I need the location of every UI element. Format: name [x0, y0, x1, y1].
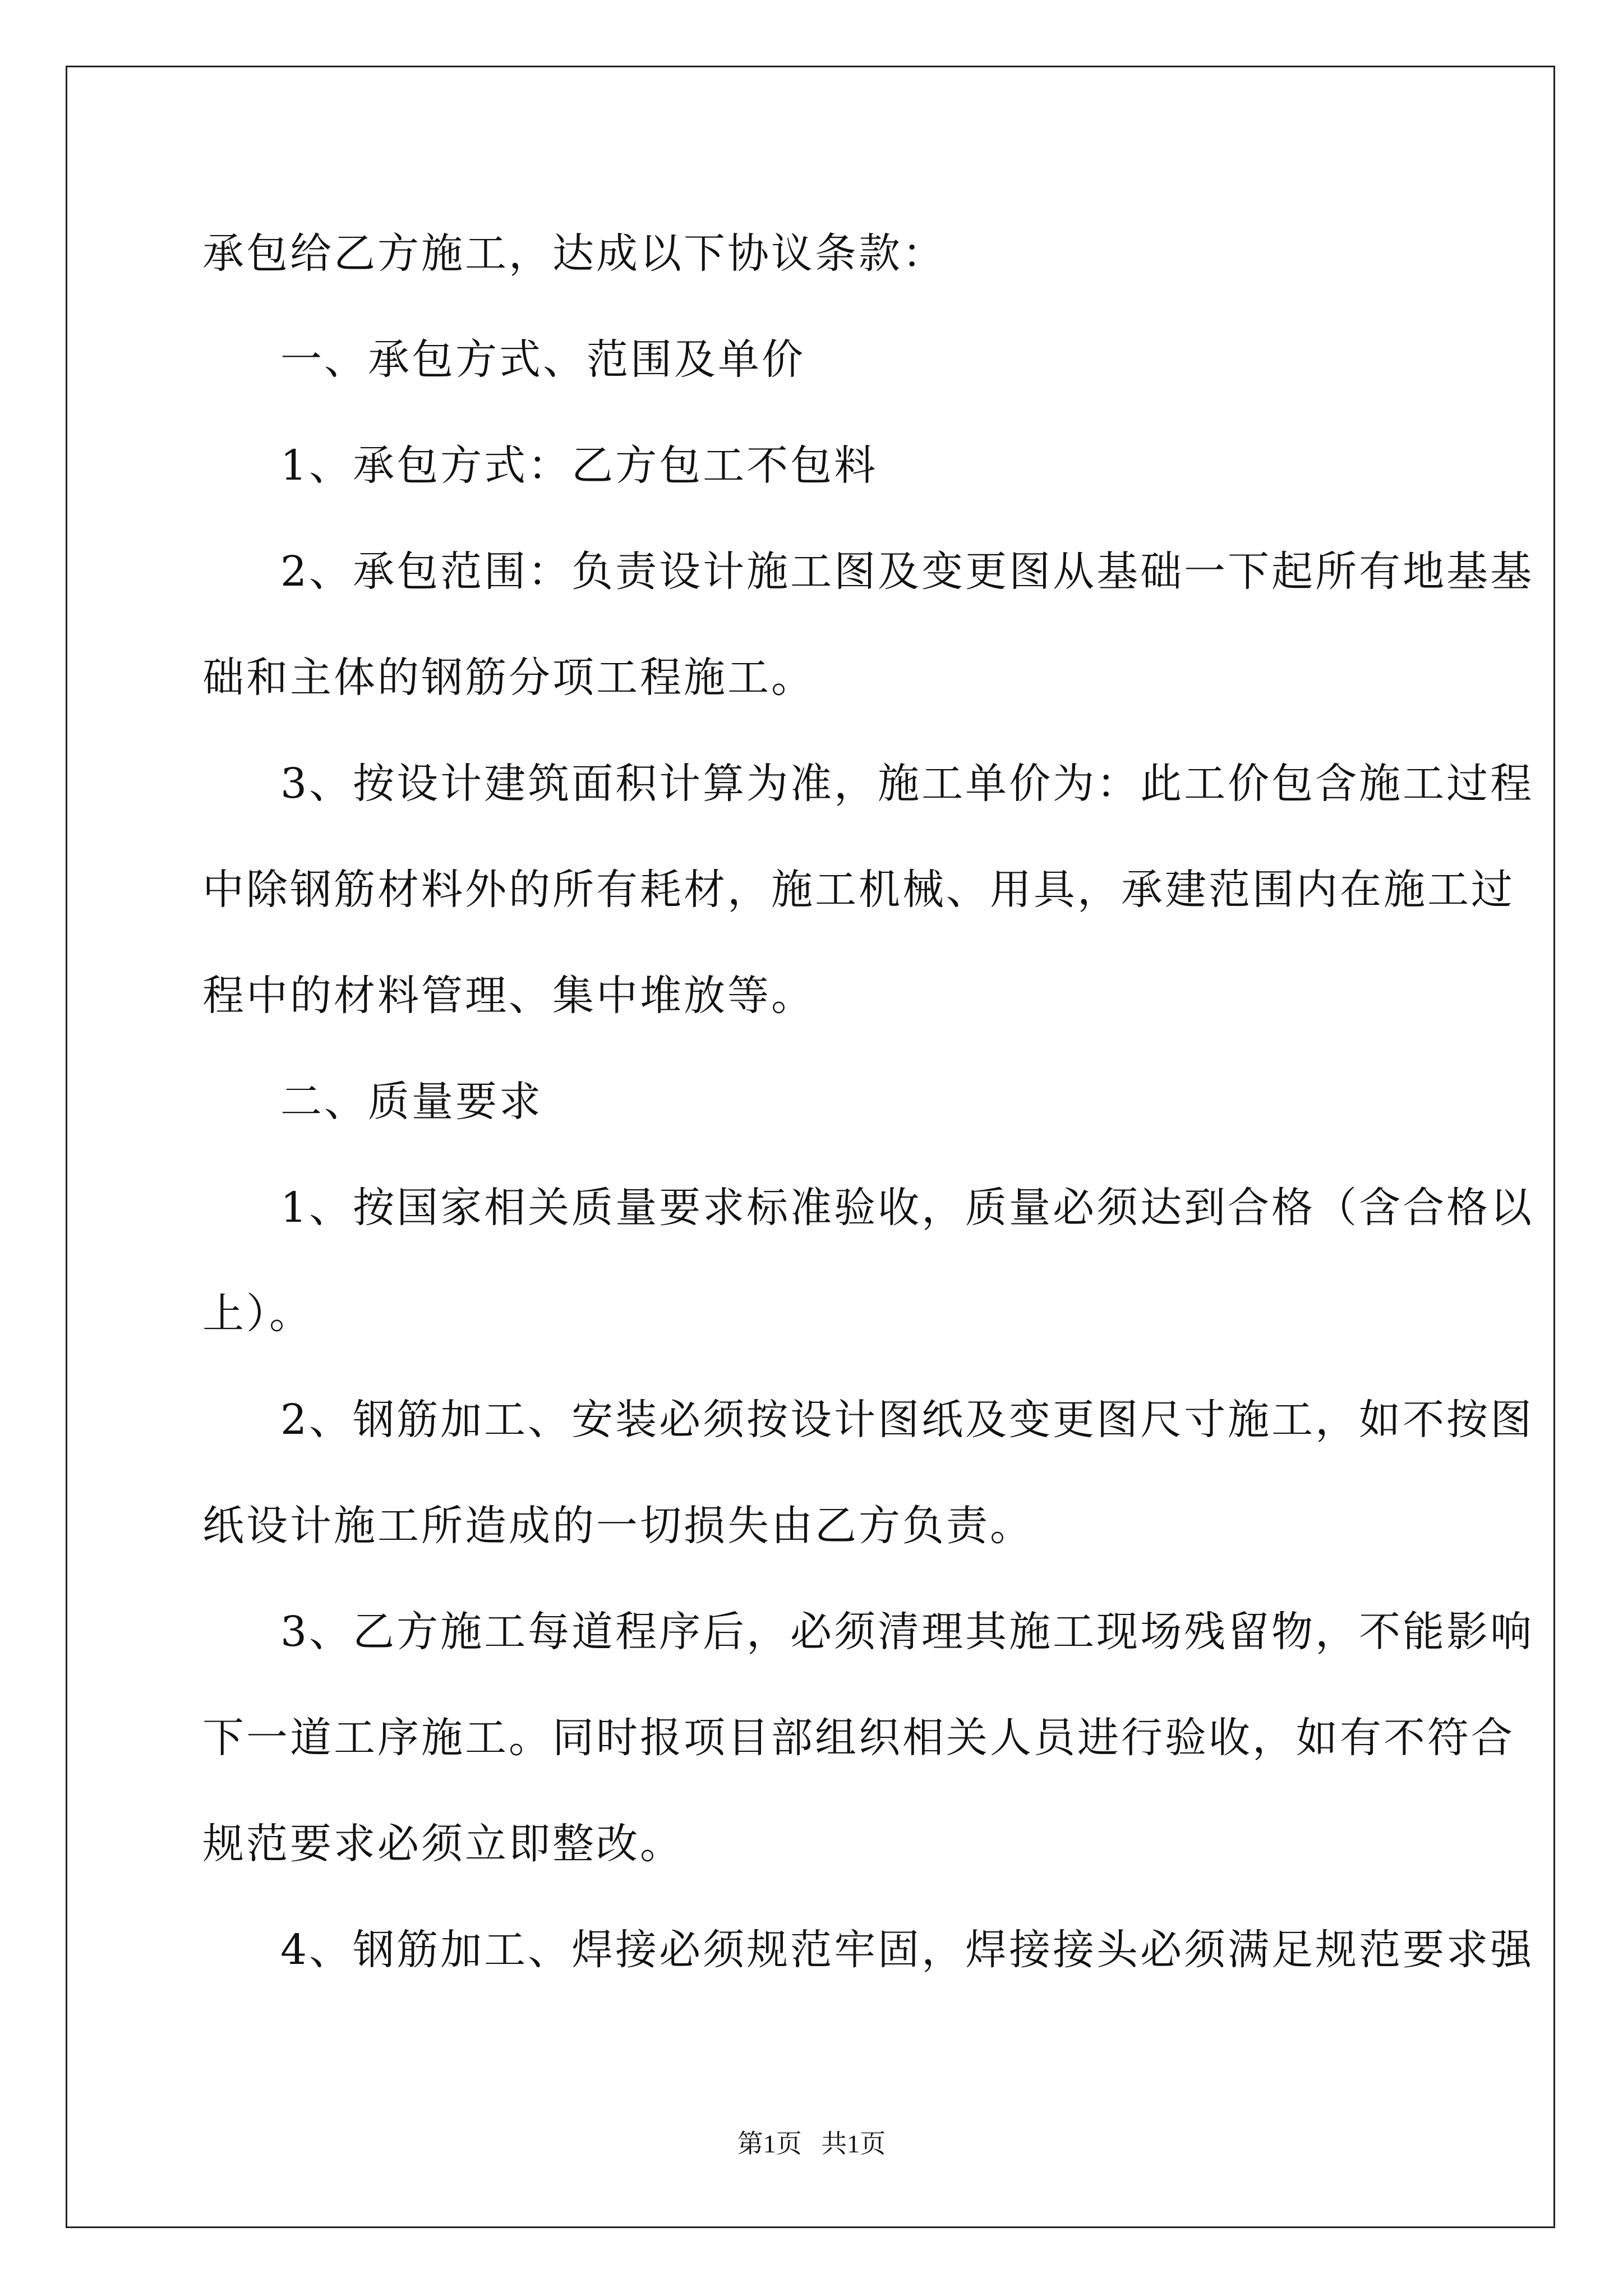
text-line: 纸设计施工所造成的一切损失由乙方负责。: [202, 1502, 1034, 1550]
page-border: [66, 66, 1555, 2228]
text-line: 2、承包范围：负责设计施工图及变更图从基础一下起所有地基基: [280, 547, 1534, 596]
text-line: 2、钢筋加工、安装必须按设计图纸及变更图尺寸施工，如不按图: [280, 1396, 1534, 1444]
text-line: 规范要求必须立即整改。: [202, 1820, 684, 1868]
section-heading: 一、承包方式、范围及单价: [280, 335, 805, 384]
page-footer: 第1页 共1页: [737, 2129, 886, 2158]
text-line: 3、乙方施工每道程序后，必须清理其施工现场残留物，不能影响: [280, 1608, 1534, 1656]
text-line: 1、承包方式：乙方包工不包料: [280, 441, 878, 490]
text-line: 承包给乙方施工，达成以下协议条款：: [202, 229, 946, 278]
text-line: 中除钢筋材料外的所有耗材，施工机械、用具，承建范围内在施工过: [202, 866, 1515, 914]
text-line: 程中的材料管理、集中堆放等。: [202, 972, 815, 1020]
text-line: 1、按国家相关质量要求标准验收，质量必须达到合格（含合格以: [280, 1184, 1534, 1232]
text-line: 4、钢筋加工、焊接必须规范牢固，焊接接头必须满足规范要求强: [280, 1926, 1534, 1974]
text-line: 3、按设计建筑面积计算为准，施工单价为：此工价包含施工过程: [280, 760, 1534, 808]
section-heading: 二、质量要求: [280, 1078, 543, 1126]
text-line: 上）。: [202, 1290, 313, 1338]
text-line: 础和主体的钢筋分项工程施工。: [202, 654, 815, 702]
text-line: 下一道工序施工。同时报项目部组织相关人员进行验收，如有不符合: [202, 1714, 1515, 1762]
